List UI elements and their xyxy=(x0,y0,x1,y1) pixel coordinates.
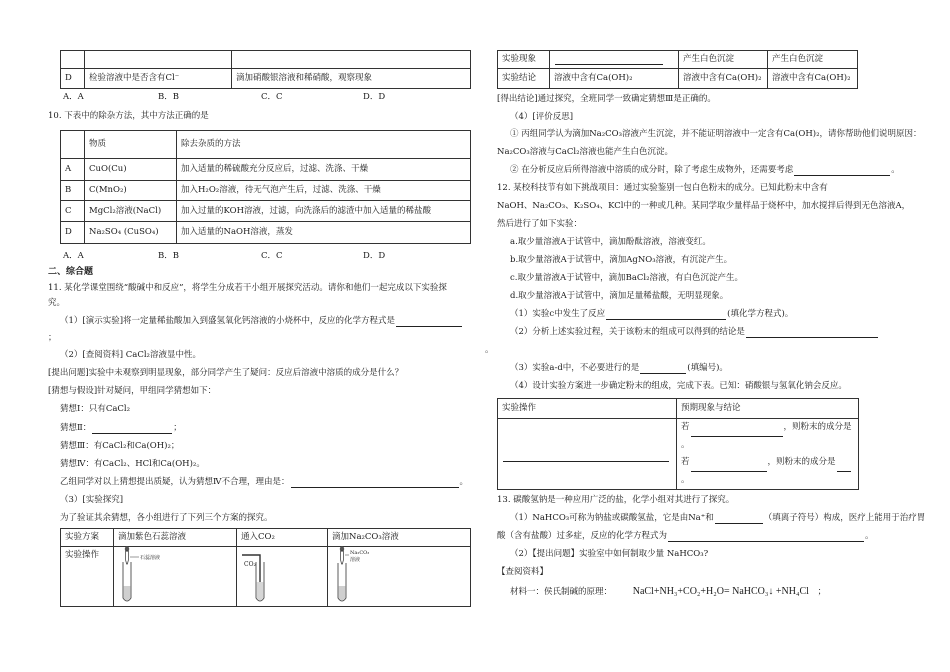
header-operation: 实验操作 xyxy=(498,399,677,419)
table-header-row xyxy=(61,131,471,159)
q13-stem: 13. 碳酸氢钠是一种应用广泛的盐，化学小组对其进行了探究。 xyxy=(497,495,735,505)
phenomenon: 产生白色沉淀 xyxy=(679,51,768,69)
q12-design-table xyxy=(497,398,859,490)
row-label: D xyxy=(61,222,85,244)
table-row xyxy=(498,419,859,490)
q11-stem-line2: 究。 xyxy=(48,298,66,308)
q13-part1-a: （1）NaHCO₃可称为钠盐或碳酸氢盐，它是由Na⁺和 xyxy=(510,513,714,523)
q12-part3-prefix: （3）实验a-d中，不必要进行的是 xyxy=(510,363,640,373)
header-substance: 物质 xyxy=(85,131,177,159)
q13-part1-line1 xyxy=(510,512,925,524)
answer-blank xyxy=(503,451,669,462)
q12-stem-line2: NaOH、Na₂CO₃、K₂SO₄、KCl中的一种或几种。某同学取少量样品于烧杯中，加水搅拌后得到无色溶液A， xyxy=(497,201,911,211)
operation-cell xyxy=(498,419,677,490)
q10-option-d: D．D xyxy=(363,251,386,261)
q11-reflect2-prefix: ② 在分析反应后所得溶液中溶质的成分时，除了考虑生成物外，还需要考虑 xyxy=(510,165,794,175)
q11-conclusion: [得出结论]通过探究，全班同学一致确定猜想Ⅲ是正确的。 xyxy=(497,94,716,104)
section-title: 二、综合题 xyxy=(48,267,94,277)
table-cell xyxy=(61,51,85,69)
table-header-row xyxy=(498,399,859,419)
answer-blank xyxy=(691,461,767,472)
phenomenon: 产生白色沉淀 xyxy=(768,51,858,69)
q13-info-title: 【查阅资料】 xyxy=(497,567,549,577)
q9-option-d: D．D xyxy=(363,92,386,102)
row-label: D xyxy=(61,69,85,89)
q11-part1 xyxy=(60,315,463,327)
then-text: ，则粉末的成分是 xyxy=(783,422,852,432)
substance: Na₂SO₄ (CuSO₄) xyxy=(85,222,177,244)
q12-step-b: b.取少量溶液A于试管中，滴加AgNO₃溶液，有沉淀产生。 xyxy=(510,255,733,265)
litmus-test-tube-figure xyxy=(113,546,236,606)
q12-part3 xyxy=(510,362,728,374)
q11-part3: （3）[实验探究] xyxy=(60,495,124,505)
q12-stem-line3: 然后进行了如下实验： xyxy=(497,219,583,229)
answer-blank xyxy=(715,513,763,524)
table-row xyxy=(61,222,471,244)
outcome-1-end: 。 xyxy=(681,439,690,450)
q9-option-c: C．C xyxy=(261,92,283,102)
outcome-1 xyxy=(681,419,854,437)
q11-guess3: 猜想Ⅲ：有CaCl₂和Ca(OH)₂； xyxy=(60,441,180,451)
q12-part3-suffix: (填编号)。 xyxy=(687,363,728,373)
q12-step-c: c.取少量溶液A于试管中，滴加BaCl₂溶液，有白色沉淀产生。 xyxy=(510,273,744,283)
q11-guess2-suffix: ； xyxy=(173,423,182,433)
q11-reflect1: ① 丙组同学认为滴加Na₂CO₃溶液产生沉淀，并不能证明溶液中一定含有Ca(OH)₂，请你帮助他们说明原因： xyxy=(510,129,922,139)
substance: MgCl₂溶液(NaCl) xyxy=(85,201,177,222)
liquid-icon xyxy=(338,586,345,601)
q11-part1-end: ； xyxy=(48,333,57,343)
table-row xyxy=(61,181,471,201)
liquid-icon xyxy=(256,582,263,601)
test-method: 滴加硝酸银溶液和稀硝酸，观察现象 xyxy=(232,69,471,89)
q9-table xyxy=(60,50,471,89)
header-na2co3: 滴加Na₂CO₃溶液 xyxy=(328,529,471,547)
litmus-label: 石蕊溶液 xyxy=(140,555,161,561)
answer-blank xyxy=(746,327,878,338)
outcome-2 xyxy=(681,454,854,472)
q12-part2-prefix: （2）分析上述实验过程，关于该粉末的组成可以得到的结论是 xyxy=(510,327,745,337)
table-cell xyxy=(232,51,471,69)
q10-option-a: A．A xyxy=(63,251,84,261)
answer-blank xyxy=(555,55,663,65)
table-row xyxy=(61,159,471,181)
method: 加入适量的稀硫酸充分反应后，过滤、洗涤、干燥 xyxy=(177,159,471,181)
q11-stem-line1: 11. 某化学课堂围绕“酸碱中和反应”，将学生分成若干小组开展探究活动。请你和他们一起完成以下实验探 xyxy=(48,283,447,293)
q12-stem-line1: 12. 某校科技节有如下挑战项目：通过实验鉴别一包白色粉末的成分。已知此粉末中含有 xyxy=(497,183,828,193)
q11-guess2 xyxy=(60,422,182,434)
dropper-icon xyxy=(126,551,129,564)
answer-blank xyxy=(668,531,864,542)
operation-label: 实验操作 xyxy=(61,547,114,607)
q13-part1-c: 酸（含有盐酸）过多症，反应的化学方程式为 xyxy=(497,531,668,541)
table-row xyxy=(61,69,471,89)
q12-part2 xyxy=(510,326,879,338)
q10-option-b: B．B xyxy=(158,251,179,261)
answer-blank xyxy=(606,309,726,320)
answer-blank xyxy=(640,363,686,374)
material1-end: ； xyxy=(817,587,827,597)
q10-table xyxy=(60,130,471,244)
q13-part2: （2）【提出问题】实验室中如何制取少量 NaHCO₃? xyxy=(510,549,709,559)
substance: C(MnO₂) xyxy=(85,181,177,201)
conclusion: 溶液中含有Ca(OH)₂ xyxy=(550,69,679,89)
table-row xyxy=(498,69,858,89)
na2co3-test-tube-figure xyxy=(327,546,470,606)
outcome-2-end: 。 xyxy=(681,474,690,485)
q11-doubt-suffix: 。 xyxy=(459,477,469,487)
substance: CuO(Cu) xyxy=(85,159,177,181)
q11-guess1: 猜想Ⅰ：只有CaCl₂ xyxy=(60,404,131,414)
table-cell xyxy=(85,51,232,69)
q11-reflect2 xyxy=(510,164,900,176)
row-label: B xyxy=(61,181,85,201)
answer-blank xyxy=(396,316,462,327)
answer-blank xyxy=(291,477,459,488)
table-row xyxy=(61,201,471,222)
header-method: 除去杂质的方法 xyxy=(177,131,471,159)
q11-result-table xyxy=(497,50,858,89)
table-row xyxy=(498,51,858,69)
q11-part4: （4）[评价反思] xyxy=(510,112,574,122)
na2co3-label: Na₂CO₃ xyxy=(350,550,370,556)
header-plan: 实验方案 xyxy=(61,529,114,547)
answer-blank xyxy=(794,165,890,176)
phenomenon-label: 实验现象 xyxy=(498,51,550,69)
q10-option-c: C．C xyxy=(261,251,283,261)
phenomenon-blank-cell xyxy=(550,51,679,69)
if-word: 若 xyxy=(681,422,690,432)
q12-step-a: a.取少量溶液A于试管中，滴加酚酞溶液，溶液变红。 xyxy=(510,237,711,247)
dropper-icon xyxy=(341,551,344,564)
header-expected: 预期现象与结论 xyxy=(677,399,859,419)
header-co2: 通入CO₂ xyxy=(237,529,328,547)
q11-guess4: 猜想Ⅳ：有CaCl₂、HCl和Ca(OH)₂。 xyxy=(60,459,205,469)
q13-part1-b: （填离子符号）构成，医疗上能用于治疗胃 xyxy=(763,513,926,523)
material1-label: 材料一：侯氏制碱的原理： xyxy=(510,587,613,597)
q11-hypothesis: [猜想与假设]针对疑问，甲组同学猜想如下： xyxy=(48,386,217,396)
q13-material1 xyxy=(510,586,826,598)
conclusion: 溶液中含有Ca(OH)₂ xyxy=(768,69,858,89)
co2-test-tube-figure xyxy=(236,546,327,606)
method: 加入过量的KOH溶液，过滤，向洗涤后的滤渣中加入适量的稀盐酸 xyxy=(177,201,471,222)
conclusion-label: 实验结论 xyxy=(498,69,550,89)
q11-part2: （2）[查阅资料] CaCl₂溶液显中性。 xyxy=(60,350,201,360)
q11-doubt xyxy=(60,476,468,488)
q12-part1-prefix: （1）实验c中发生了反应 xyxy=(510,309,606,319)
q9-option-b: B．B xyxy=(158,92,179,102)
na2co3-label-2: 溶液 xyxy=(350,557,361,563)
q12-part1 xyxy=(510,308,793,320)
row-label: A xyxy=(61,159,85,181)
q12-part1-suffix: (填化学方程式)。 xyxy=(727,309,794,319)
hou-process-formula: NaCl+NH₃+CO₂+H₂O= NaHCO₃↓ +NH₄Cl xyxy=(632,586,809,597)
row-label: C xyxy=(61,201,85,222)
test-item: 检验溶液中是否含有Cl⁻ xyxy=(85,69,232,89)
header-litmus: 滴加紫色石蕊溶液 xyxy=(114,529,237,547)
method: 加入H₂O₂溶液，待无气泡产生后，过滤、洗涤、干燥 xyxy=(177,181,471,201)
q12-part2-end: 。 xyxy=(485,345,494,355)
q13-part1-line2 xyxy=(497,530,874,542)
co2-label: CO₂ xyxy=(244,561,256,568)
q11-part1-text: （1）[演示实验]将一定量稀盐酸加入到盛氢氧化钙溶液的小烧杯中，反应的化学方程式是 xyxy=(60,316,396,326)
if-word: 若 xyxy=(681,457,690,467)
answer-blank xyxy=(92,423,172,434)
q11-question: [提出问题]实验中未观察到明显现象，部分同学产生了疑问：反应后溶液中溶质的成分是什么？ xyxy=(48,368,404,378)
q10-stem: 10. 下表中的除杂方法，其中方法正确的是 xyxy=(48,111,209,121)
liquid-icon xyxy=(123,586,130,601)
answer-blank xyxy=(837,461,851,472)
q11-reflect1-answer: Na₂CO₃溶液与CaCl₂溶液也能产生白色沉淀。 xyxy=(497,147,673,157)
q11-reflect2-suffix: 。 xyxy=(891,165,900,175)
table-header-row xyxy=(61,529,471,547)
q12-part4: （4）设计实验方案进一步确定粉末的组成，完成下表。已知：硝酸银与氢氧化钠会反应。 xyxy=(510,381,847,391)
q11-doubt-prefix: 乙组同学对以上猜想提出质疑，认为猜想Ⅳ不合理，理由是： xyxy=(60,477,290,487)
q11-guess2-prefix: 猜想Ⅱ： xyxy=(60,423,92,433)
q9-option-a: A．A xyxy=(63,92,84,102)
conclusion: 溶液中含有Ca(OH)₂ xyxy=(679,69,768,89)
method: 加入适量的NaOH溶液，蒸发 xyxy=(177,222,471,244)
table-row xyxy=(61,51,471,69)
q11-part3-intro: 为了验证其余猜想，各小组进行了下列三个方案的探究。 xyxy=(60,513,273,523)
table-cell xyxy=(61,131,85,159)
q13-part1-d: 。 xyxy=(865,531,874,541)
answer-blank xyxy=(691,426,783,437)
q12-step-d: d.取少量溶液A于试管中，滴加足量稀盐酸，无明显现象。 xyxy=(510,291,729,301)
then-text: ，则粉末的成分是 xyxy=(767,457,836,467)
expected-cell xyxy=(677,419,859,490)
